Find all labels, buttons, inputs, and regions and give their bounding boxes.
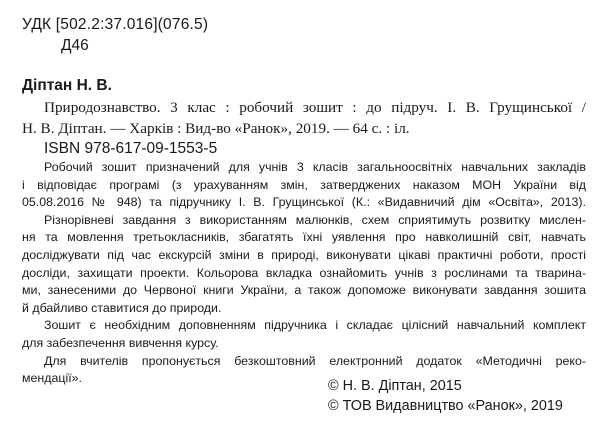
abstract-line: Різнорівневі завдання з використанням малюнків, схем сприятимуть розвитку мислен- [44, 212, 586, 227]
abstract-line: досліджувати під час екскурсій зміни в природі, виконувати цікаві практичні роботи, прості [22, 247, 586, 262]
abstract [22, 159, 586, 388]
copyright-author: © Н. В. Діптан, 2015 [328, 378, 462, 394]
udk-code: УДК [502.2:37.016](076.5) [22, 16, 209, 33]
abstract-line: й дбайливо ставитися до природи. [22, 300, 222, 315]
isbn: ISBN 978-617-09-1553-5 [44, 140, 218, 157]
abstract-line: досліди, захищати проекти. Кольорова вкладка ознайомить учнів з рослинами та тварина- [22, 265, 586, 280]
author-heading: Діптан Н. В. [22, 77, 112, 94]
abstract-line: для забезпечення вивчення курсу. [22, 335, 219, 350]
biblio-line: Н. В. Діптан. — Харків : Вид-во «Ранок», 2019. — 64 с. : іл. [22, 119, 410, 137]
abstract-line: Робочий зошит призначений для учнів 3 класів загальноосвітніх навчальних закладів [44, 160, 586, 174]
abstract-line: ня та мовлення третьокласників, збагатять їхні уявлення про навколишній світ, навчать [22, 230, 586, 245]
classification-code: Д46 [61, 37, 89, 54]
abstract-line: Для вчителів пропонується безкоштовний електронний додаток «Методичні реко- [44, 353, 586, 368]
abstract-line: і відповідає програмі (з урахуванням змін, затверджених наказом МОН України від [22, 177, 586, 192]
abstract-line: 05.08.2016 № 948) та підручнику І. В. Грущинської (К.: «Видавничий дім «Освіта», 2013). [22, 195, 586, 210]
abstract-line: ми, занесеними до Червоної книги України, а також допоможе виконувати завдання зошита [22, 283, 586, 298]
biblio-line: Природознавство. 3 клас : робочий зошит : до підруч. І. В. Грущинської / [44, 99, 586, 116]
copyright-publisher: © ТОВ Видавництво «Ранок», 2019 [328, 398, 563, 414]
abstract-line: Зошит є необхідним доповненням підручника і складає цілісний навчальний комплект [44, 318, 586, 333]
bibliographic-description [22, 98, 586, 139]
abstract-line: мендації». [22, 371, 82, 386]
